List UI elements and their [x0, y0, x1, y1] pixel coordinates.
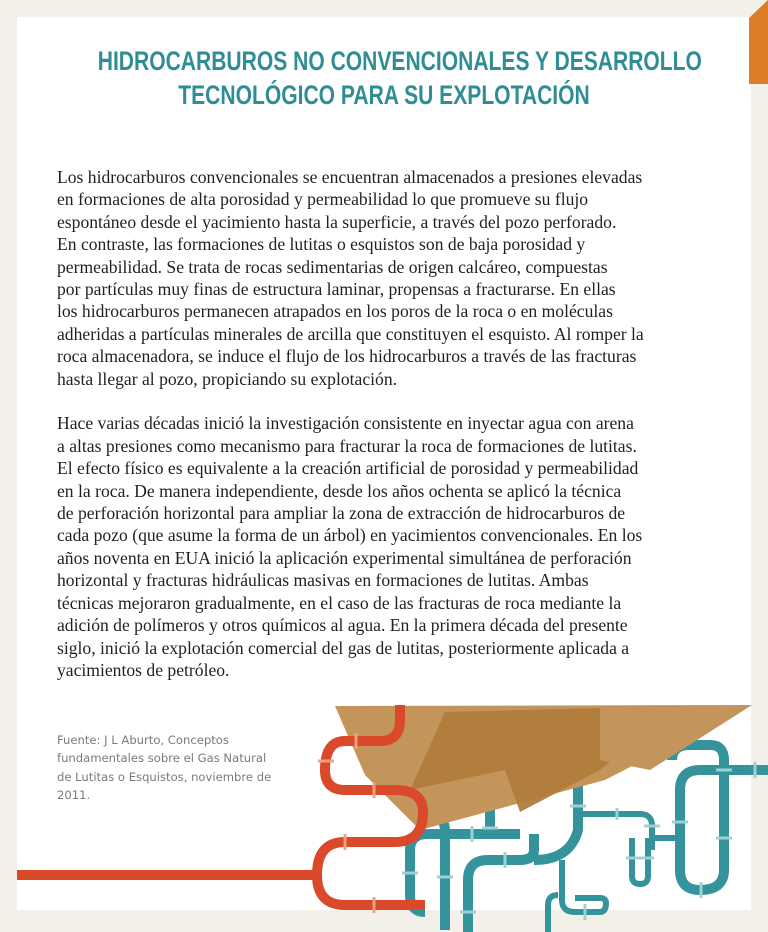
text-line: en la roca. De manera independiente, desde los años ochenta se aplicó la técnica [57, 480, 622, 501]
source-line: 2011. [57, 788, 91, 803]
pipeline-illustration [0, 690, 768, 932]
source-line: fundamentales sobre el Gas Natural [57, 751, 267, 766]
source-line: Fuente: J L Aburto, Conceptos [57, 733, 229, 747]
text-line: El efecto físico es equivalente a la creación artificial de porosidad y permeabilidad [57, 458, 639, 479]
article-body [57, 166, 757, 681]
title-line-2: TECNOLÓGICO PARA SU EXPLOTACIÓN [178, 80, 590, 110]
text-line: roca almacenadora, se induce el flujo de los hidrocarburos a través de las fracturas [57, 346, 637, 367]
text-line: de perforación horizontal para ampliar la zona de extracción de hidrocarburos de [57, 503, 626, 524]
text-line: espontáneo desde el yacimiento hasta la superficie, a través del pozo perforado. [57, 211, 617, 232]
text-line: yacimientos de petróleo. [57, 659, 230, 680]
text-line: cada pozo (que asume la forma de un árbol) en yacimientos convencionales. En los [57, 525, 643, 546]
text-line: adheridas a partículas minerales de arcilla que constituyen el esquisto. Al romper la [57, 323, 644, 344]
text-line: Hace varias décadas inició la investigación consistente en inyectar agua con arena [57, 413, 634, 434]
text-line: siglo, inició la explotación comercial del gas de lutitas, posteriormente aplicada a [57, 637, 630, 658]
paragraph-2 [57, 412, 757, 681]
paragraph-1 [57, 166, 757, 390]
text-line: a altas presiones como mecanismo para fracturar la roca de formaciones de lutitas. [57, 435, 637, 456]
text-line: horizontal y fracturas hidráulicas masivas en formaciones de lutitas. Ambas [57, 570, 589, 591]
text-line: Los hidrocarburos convencionales se encuentran almacenados a presiones elevadas [57, 167, 643, 187]
text-line: años noventa en EUA inició la aplicación experimental simultánea de perforación [57, 547, 632, 568]
text-line: los hidrocarburos permanecen atrapados en los poros de la roca o en moléculas [57, 301, 613, 322]
text-line: adición de polímeros y otros químicos al agua. En la primera década del presente [57, 615, 628, 636]
title-line-1: HIDROCARBUROS NO CONVENCIONALES Y DESARROLLO [97, 46, 702, 76]
text-line: hasta llegar al pozo, propiciando su explotación. [57, 368, 398, 389]
text-line: En contraste, las formaciones de lutitas o esquistos son de baja porosidad y [57, 234, 586, 255]
text-line: técnicas mejoraron gradualmente, en el caso de las fracturas de roca mediante la [57, 592, 622, 613]
page-title [97, 44, 702, 112]
source-line: de Lutitas o Esquistos, noviembre de [57, 769, 272, 784]
orange-corner-decoration [749, 0, 768, 84]
text-line: en formaciones de alta porosidad y permeabilidad lo que promueve su flujo [57, 189, 589, 210]
text-line: por partículas muy finas de estructura laminar, propensas a fracturarse. En ellas [57, 279, 616, 300]
text-line: permeabilidad. Se trata de rocas sedimentarias de origen calcáreo, compuestas [57, 256, 608, 277]
